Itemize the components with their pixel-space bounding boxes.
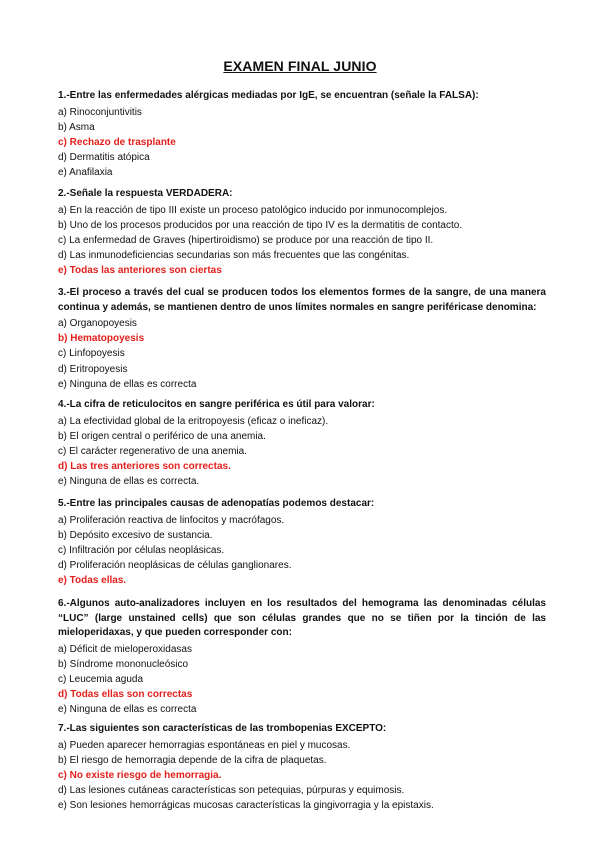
option-c: c) El carácter regenerativo de una anemia. bbox=[58, 445, 247, 457]
question-text: 5.-Entre las principales causas de adenopatías podemos destacar: bbox=[58, 498, 375, 509]
option-a: a) Pueden aparecer hemorragias espontáneas en piel y mucosas. bbox=[58, 739, 351, 751]
option-b: b) Depósito excesivo de sustancia. bbox=[58, 529, 213, 541]
option-e: e) Ninguna de ellas es correcta bbox=[58, 378, 197, 390]
question-4 bbox=[58, 398, 546, 490]
option-a: a) En la reacción de tipo III existe un proceso patológico inducido por inmunocomplejos. bbox=[58, 204, 448, 216]
option-e-correct: e) Todas ellas. bbox=[58, 575, 127, 587]
question-text: 2.-Señale la respuesta VERDADERA: bbox=[58, 188, 233, 199]
question-2 bbox=[58, 187, 546, 279]
option-a: a) Organopoyesis bbox=[58, 318, 137, 329]
option-d: d) Las inmunodeficiencias secundarias son más frecuentes que las congénitas. bbox=[58, 250, 410, 262]
option-e: e) Son lesiones hemorrágicas mucosas características la gingivorragia y la epistaxis. bbox=[58, 800, 434, 812]
option-b: b) Asma bbox=[58, 121, 95, 133]
option-a: a) La efectividad global de la eritropoyesis (eficaz o ineficaz). bbox=[58, 415, 329, 427]
option-d-correct: d) Las tres anteriores son correctas. bbox=[58, 461, 231, 473]
question-6 bbox=[58, 597, 546, 718]
option-d-correct: d) Todas ellas son correctas bbox=[58, 689, 193, 701]
option-d: d) Dermatitis atópica bbox=[58, 152, 150, 164]
option-a: a) Proliferación reactiva de linfocitos y macrófagos. bbox=[58, 514, 285, 526]
option-c: c) La enfermedad de Graves (hipertiroidismo) se produce por una reacción de tipo II. bbox=[58, 234, 434, 246]
option-c: c) Leucemia aguda bbox=[58, 673, 144, 685]
question-3 bbox=[58, 286, 546, 392]
question-text: 4.-La cifra de reticulocitos en sangre periférica es útil para valorar: bbox=[58, 399, 375, 410]
option-a: a) Rinoconjuntivitis bbox=[58, 106, 142, 118]
option-b-correct: b) Hematopoyesis bbox=[58, 333, 145, 345]
question-1 bbox=[58, 89, 546, 181]
page-title: EXAMEN FINAL JUNIO bbox=[223, 58, 377, 74]
option-a: a) Déficit de mieloperoxidasas bbox=[58, 643, 192, 655]
option-c-correct: c) No existe riesgo de hemorragia. bbox=[58, 769, 222, 781]
option-e: e) Ninguna de ellas es correcta. bbox=[58, 476, 200, 488]
option-d: d) Las lesiones cutáneas características son petequias, púrpuras y equimosis. bbox=[58, 785, 405, 797]
option-b: b) Uno de los procesos producidos por una reacción de tipo IV es la dermatitis de contacto. bbox=[58, 219, 463, 231]
option-c: c) Linfopoyesis bbox=[58, 348, 125, 360]
question-text: 3.-El proceso a través del cual se producen todos los elementos formes de la sangre, de una manera continua y además, se mantienen dentro de unos límites normales en sangre periféricase denomina: bbox=[58, 287, 546, 313]
option-e: e) Anafilaxia bbox=[58, 167, 113, 179]
option-e: e) Ninguna de ellas es correcta bbox=[58, 704, 197, 716]
question-5 bbox=[58, 497, 546, 589]
option-c: c) Infiltración por células neoplásicas. bbox=[58, 544, 225, 556]
option-b: b) El riesgo de hemorragia depende de la cifra de plaquetas. bbox=[58, 754, 327, 766]
option-d: d) Eritropoyesis bbox=[58, 363, 128, 375]
option-d: d) Proliferación neoplásicas de células ganglionares. bbox=[58, 560, 292, 572]
option-c-correct: c) Rechazo de trasplante bbox=[58, 136, 176, 148]
question-text: 1.-Entre las enfermedades alérgicas mediadas por IgE, se encuentran (señale la FALSA): bbox=[58, 90, 479, 101]
option-e-correct: e) Todas las anteriores son ciertas bbox=[58, 265, 222, 277]
question-7 bbox=[58, 722, 546, 814]
question-text: 6.-Algunos auto-analizadores incluyen en los resultados del hemograma las denominadas células “LUC” (large unstained cells) que son células grandes que no se tiñen por la tinción de las mieloperidaxas, y que pueden corresponder con: bbox=[58, 598, 546, 638]
option-b: b) Síndrome mononucleósico bbox=[58, 658, 189, 670]
option-b: b) El origen central o periférico de una anemia. bbox=[58, 430, 266, 442]
question-text: 7.-Las siguientes son características de las trombopenias EXCEPTO: bbox=[58, 723, 387, 734]
